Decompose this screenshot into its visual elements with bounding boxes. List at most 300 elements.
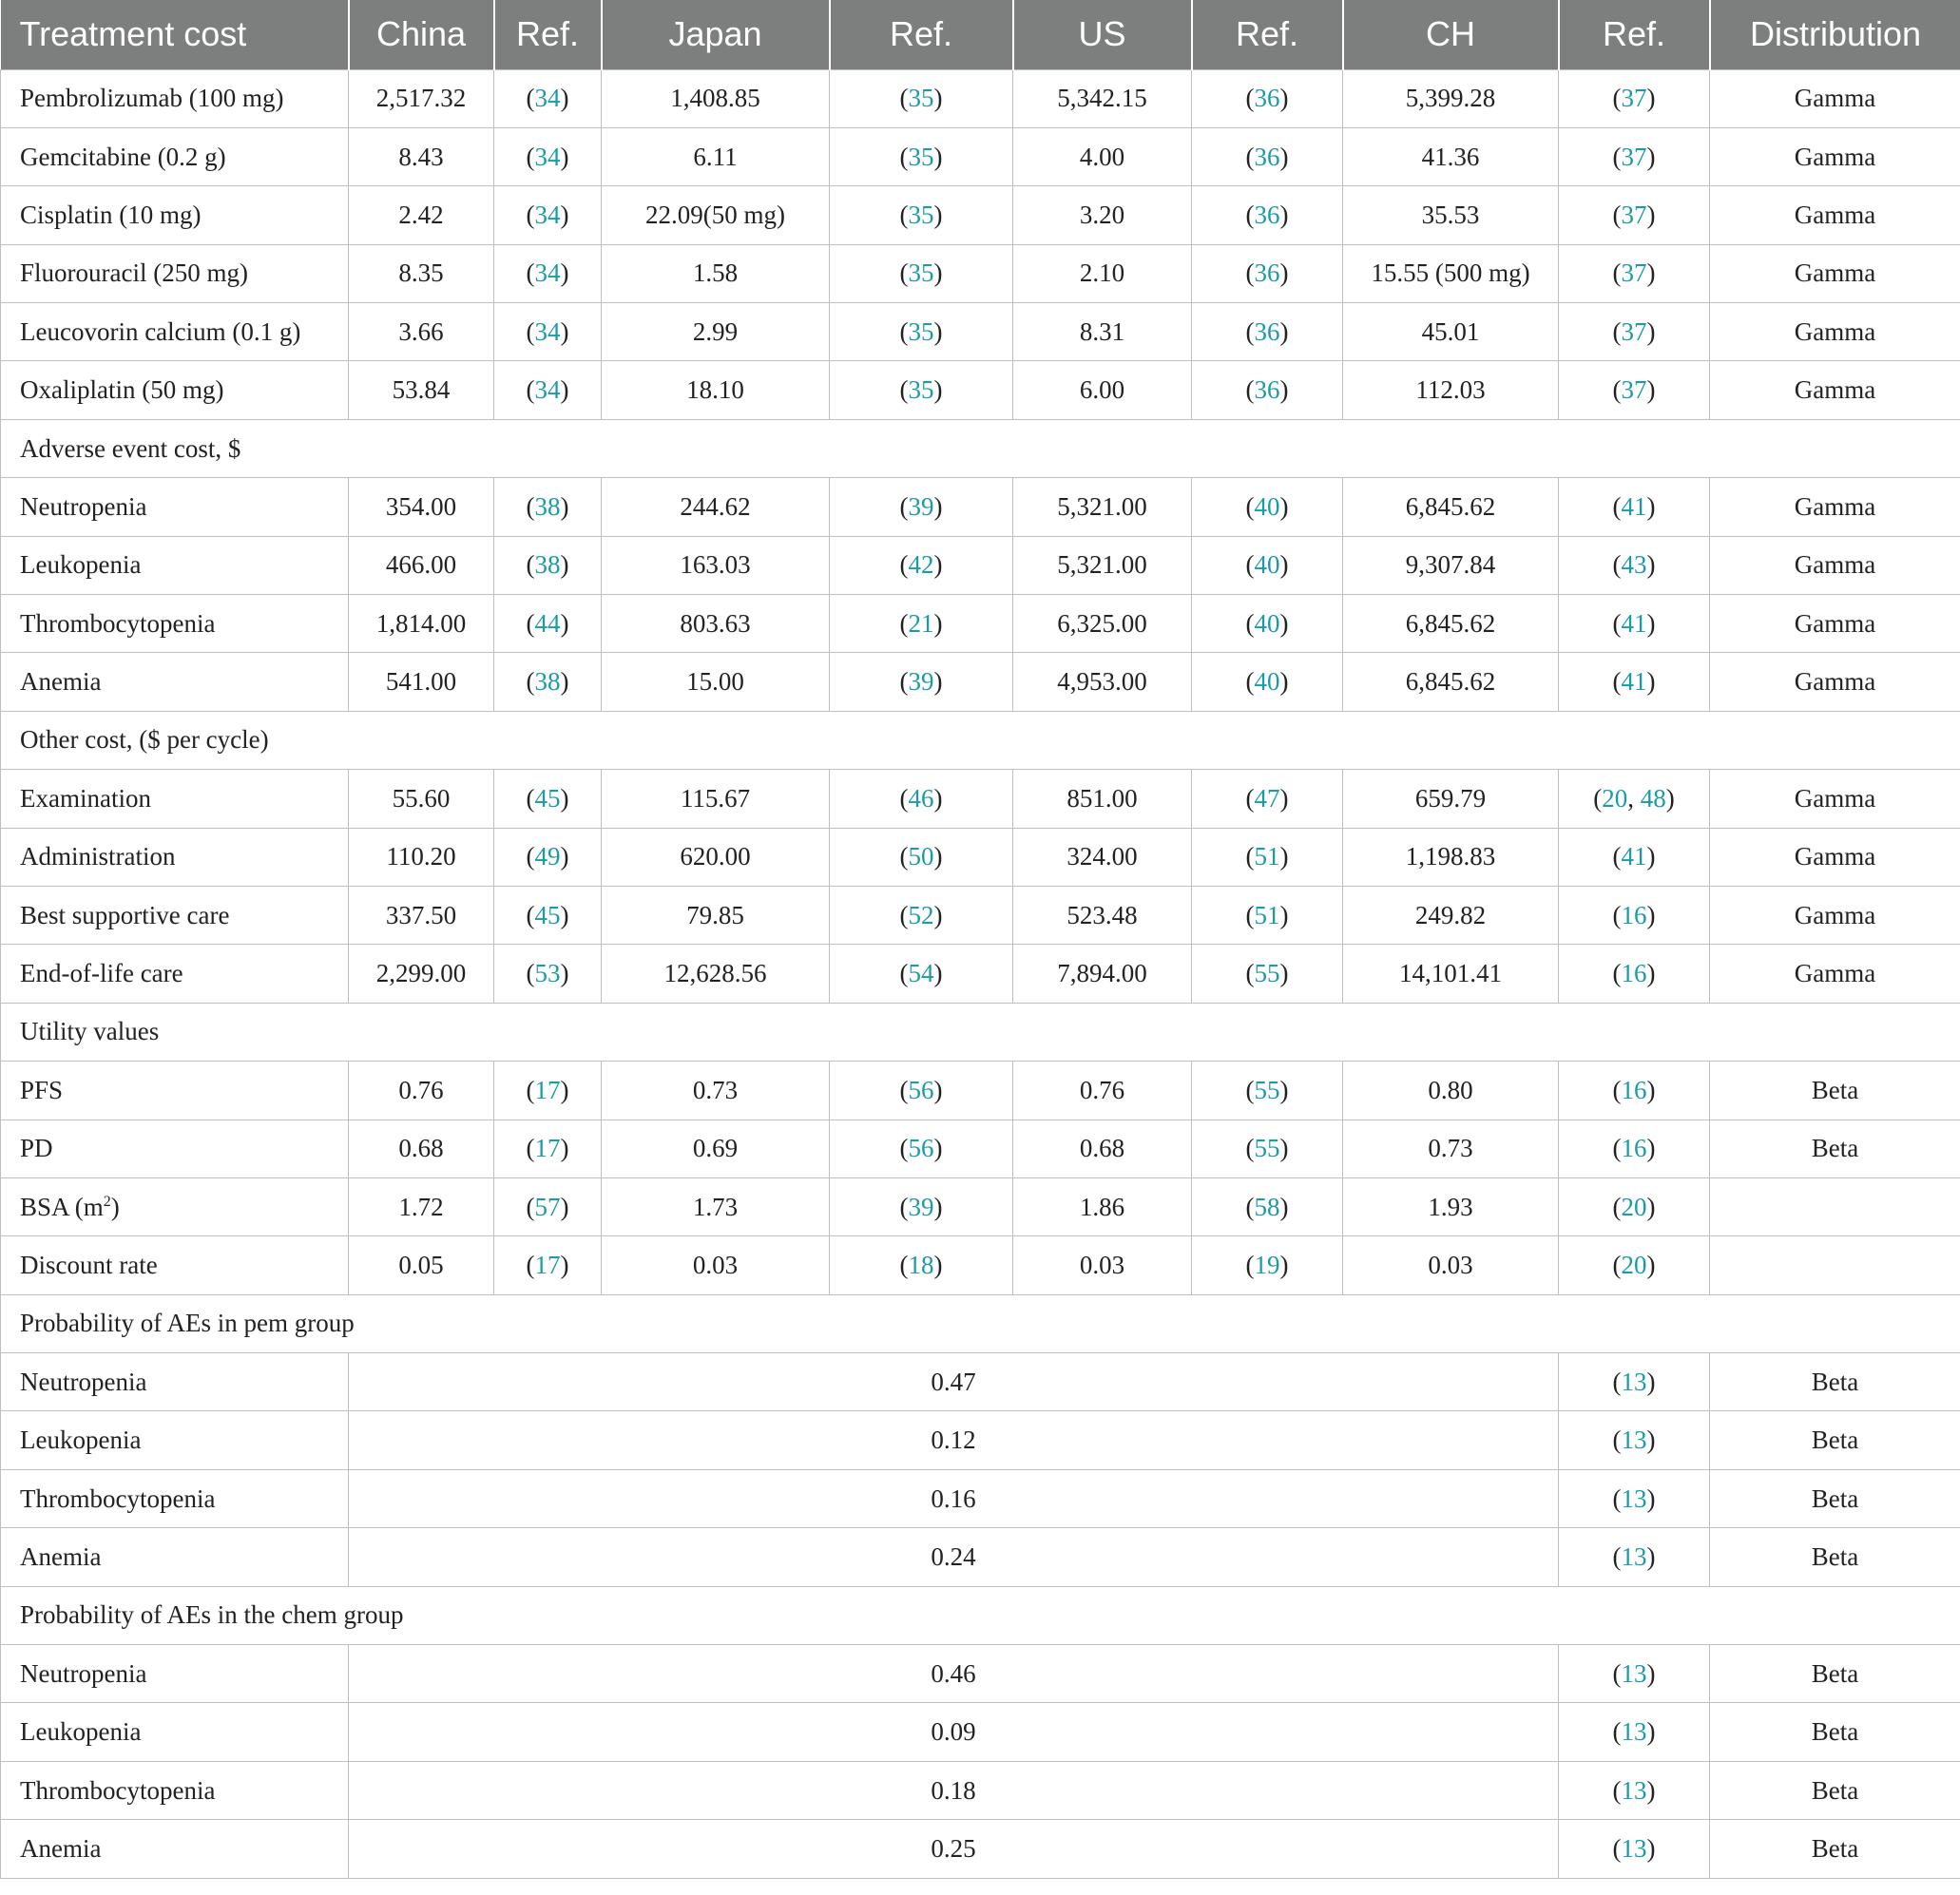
table-row	[1, 1120, 1960, 1177]
ref-link[interactable]: 51	[1254, 842, 1280, 871]
ref-link[interactable]: 36	[1254, 142, 1280, 171]
row-label: Discount rate	[1, 1236, 349, 1294]
table-row	[1, 69, 1960, 127]
cell-china: 2,517.32	[349, 69, 494, 127]
row-label-text: BSA (m	[20, 1192, 104, 1221]
ref-link[interactable]: 49	[534, 842, 561, 871]
ref-link[interactable]: 55	[1254, 1134, 1280, 1163]
cell-ref: (36)	[1192, 69, 1343, 127]
ref-link[interactable]: 13	[1621, 1775, 1647, 1805]
ref-link[interactable]: 40	[1254, 491, 1280, 521]
cell-china: 354.00	[349, 478, 494, 536]
cell-ref: (39)	[830, 1177, 1013, 1235]
cell-ref: (20)	[1559, 1177, 1710, 1235]
cell-ch: 1,198.83	[1343, 828, 1559, 886]
cell-ref: (36)	[1192, 127, 1343, 185]
ref-link[interactable]: 41	[1621, 842, 1647, 871]
cell-ch: 45.01	[1343, 303, 1559, 361]
cell-japan: 620.00	[602, 828, 830, 886]
cell-probability: 0.09	[349, 1703, 1559, 1761]
cell-us: 5,321.00	[1013, 536, 1192, 594]
table-row	[1, 595, 1960, 653]
cell-japan: 0.69	[602, 1120, 830, 1177]
row-label: Leukopenia	[1, 1411, 349, 1469]
ref-link[interactable]: 36	[1254, 316, 1280, 346]
header-ch: CH	[1343, 0, 1559, 69]
ref-link[interactable]: 37	[1621, 142, 1647, 171]
cell-us: 8.31	[1013, 303, 1192, 361]
cell-ref: (56)	[830, 1062, 1013, 1120]
cell-japan: 1.58	[602, 244, 830, 302]
cell-us: 5,321.00	[1013, 478, 1192, 536]
ref-link[interactable]: 36	[1254, 84, 1280, 113]
cell-distribution: Beta	[1710, 1645, 1960, 1703]
table-row	[1, 303, 1960, 361]
ref-link[interactable]: 36	[1254, 200, 1280, 229]
cell-ref: (53)	[494, 945, 602, 1003]
cell-ch: 9,307.84	[1343, 536, 1559, 594]
ref-link[interactable]: 39	[908, 667, 934, 697]
cell-ch: 0.80	[1343, 1062, 1559, 1120]
cell-ref: (13)	[1559, 1645, 1710, 1703]
cell-ref: (16)	[1559, 945, 1710, 1003]
ref-link[interactable]: 13	[1621, 1426, 1647, 1455]
cell-distribution: Gamma	[1710, 127, 1960, 185]
cell-ref: (43)	[1559, 536, 1710, 594]
cell-probability: 0.24	[349, 1528, 1559, 1586]
ref-link[interactable]: 34	[534, 200, 561, 229]
ref-link[interactable]: 40	[1254, 550, 1280, 580]
table-row	[1, 1820, 1960, 1878]
header-treatment-cost: Treatment cost	[1, 0, 349, 69]
ref-link[interactable]: 16	[1621, 900, 1647, 929]
ref-link[interactable]: 39	[908, 1192, 934, 1221]
cell-distribution: Beta	[1710, 1528, 1960, 1586]
cell-ch: 15.55 (500 mg)	[1343, 244, 1559, 302]
cell-ch: 35.53	[1343, 186, 1559, 244]
cell-ch: 0.03	[1343, 1236, 1559, 1294]
section-title: Utility values	[1, 1003, 1960, 1061]
ref-link[interactable]: 37	[1621, 258, 1647, 288]
ref-link[interactable]: 13	[1621, 1833, 1647, 1863]
cell-ref: (55)	[1192, 945, 1343, 1003]
ref-link[interactable]: 56	[908, 1134, 934, 1163]
header-row	[1, 0, 1960, 69]
cell-ch: 1.93	[1343, 1177, 1559, 1235]
cell-china: 0.68	[349, 1120, 494, 1177]
ref-link[interactable]: 34	[534, 375, 561, 405]
cell-china: 0.05	[349, 1236, 494, 1294]
row-label	[1, 1177, 349, 1235]
ref-link[interactable]: 34	[534, 258, 561, 288]
cell-ref: (20)	[1559, 1236, 1710, 1294]
ref-link[interactable]: 45	[534, 783, 561, 813]
ref-link[interactable]: 16	[1621, 959, 1647, 988]
cell-china: 1,814.00	[349, 595, 494, 653]
cell-us: 7,894.00	[1013, 945, 1192, 1003]
cell-us: 523.48	[1013, 886, 1192, 944]
ref-link[interactable]: 35	[908, 200, 934, 229]
cell-distribution: Beta	[1710, 1820, 1960, 1878]
cell-us: 851.00	[1013, 770, 1192, 828]
table-row	[1, 536, 1960, 594]
ref-link[interactable]: 48	[1640, 783, 1666, 813]
ref-link[interactable]: 21	[908, 608, 934, 638]
cell-ref: (37)	[1559, 186, 1710, 244]
cell-ref: (35)	[830, 186, 1013, 244]
cell-ch: 6,845.62	[1343, 653, 1559, 711]
cell-china: 2.42	[349, 186, 494, 244]
ref-link[interactable]: 52	[908, 900, 934, 929]
table-row	[1, 828, 1960, 886]
ref-link[interactable]: 41	[1621, 491, 1647, 521]
cell-china: 337.50	[349, 886, 494, 944]
row-label: Anemia	[1, 1528, 349, 1586]
cell-japan: 22.09(50 mg)	[602, 186, 830, 244]
cell-ref: (46)	[830, 770, 1013, 828]
cell-ref: (16)	[1559, 1120, 1710, 1177]
ref-link[interactable]: 34	[534, 84, 561, 113]
cell-ref: (37)	[1559, 244, 1710, 302]
cell-china: 53.84	[349, 361, 494, 419]
table-row	[1, 1645, 1960, 1703]
cell-ref: (52)	[830, 886, 1013, 944]
cell-probability: 0.47	[349, 1353, 1559, 1411]
ref-link[interactable]: 40	[1254, 608, 1280, 638]
section-title: Other cost, ($ per cycle)	[1, 711, 1960, 769]
ref-link[interactable]: 37	[1621, 316, 1647, 346]
ref-link[interactable]: 46	[908, 783, 934, 813]
cell-ref: (13)	[1559, 1469, 1710, 1527]
cell-ref: (36)	[1192, 244, 1343, 302]
cell-japan: 0.03	[602, 1236, 830, 1294]
cell-ref: (40)	[1192, 478, 1343, 536]
section-row	[1, 711, 1960, 769]
cell-us: 6.00	[1013, 361, 1192, 419]
ref-link[interactable]: 51	[1254, 900, 1280, 929]
ref-link[interactable]: 37	[1621, 200, 1647, 229]
ref-link[interactable]: 17	[534, 1134, 561, 1163]
ref-link[interactable]: 41	[1621, 667, 1647, 697]
row-label: PD	[1, 1120, 349, 1177]
cell-ref: (58)	[1192, 1177, 1343, 1235]
cell-ch: 112.03	[1343, 361, 1559, 419]
cell-ref: (50)	[830, 828, 1013, 886]
cell-ref: (40)	[1192, 595, 1343, 653]
ref-link[interactable]: 58	[1254, 1192, 1280, 1221]
ref-link[interactable]: 45	[534, 900, 561, 929]
cell-probability: 0.12	[349, 1411, 1559, 1469]
table-row	[1, 886, 1960, 944]
row-label: Examination	[1, 770, 349, 828]
cell-ref: (51)	[1192, 886, 1343, 944]
ref-link[interactable]: 42	[908, 550, 934, 580]
cell-ref: (13)	[1559, 1411, 1710, 1469]
cell-japan: 79.85	[602, 886, 830, 944]
cell-distribution: Beta	[1710, 1469, 1960, 1527]
ref-link[interactable]: 38	[534, 550, 561, 580]
cell-ref: (41)	[1559, 595, 1710, 653]
cell-china: 2,299.00	[349, 945, 494, 1003]
cell-ref: (34)	[494, 361, 602, 419]
table-row	[1, 1353, 1960, 1411]
ref-link[interactable]: 40	[1254, 667, 1280, 697]
header-china: China	[349, 0, 494, 69]
ref-link[interactable]: 57	[534, 1192, 561, 1221]
row-label: Leukopenia	[1, 1703, 349, 1761]
cell-distribution	[1710, 1177, 1960, 1235]
cell-us: 0.68	[1013, 1120, 1192, 1177]
cell-ref: (38)	[494, 536, 602, 594]
row-label: Pembrolizumab (100 mg)	[1, 69, 349, 127]
row-label: Anemia	[1, 1820, 349, 1878]
section-row	[1, 1003, 1960, 1061]
section-row	[1, 1586, 1960, 1644]
cell-ref: (17)	[494, 1062, 602, 1120]
header-ref: Ref.	[1192, 0, 1343, 69]
cell-distribution: Gamma	[1710, 653, 1960, 711]
ref-link[interactable]: 16	[1621, 1134, 1647, 1163]
cell-ref: (41)	[1559, 828, 1710, 886]
cell-ref: (41)	[1559, 478, 1710, 536]
cell-ref: (34)	[494, 69, 602, 127]
cell-china: 3.66	[349, 303, 494, 361]
cell-ch: 6,845.62	[1343, 595, 1559, 653]
ref-link[interactable]: 13	[1621, 1483, 1647, 1513]
cell-probability: 0.25	[349, 1820, 1559, 1878]
row-label: Neutropenia	[1, 1645, 349, 1703]
cell-distribution: Gamma	[1710, 886, 1960, 944]
cell-us: 6,325.00	[1013, 595, 1192, 653]
cell-distribution: Gamma	[1710, 303, 1960, 361]
cell-ref: (40)	[1192, 536, 1343, 594]
table-row	[1, 1062, 1960, 1120]
ref-link[interactable]: 13	[1621, 1367, 1647, 1396]
table-row	[1, 244, 1960, 302]
cell-ref: (34)	[494, 303, 602, 361]
ref-link[interactable]: 37	[1621, 84, 1647, 113]
ref-link[interactable]: 50	[908, 842, 934, 871]
ref-link[interactable]: 35	[908, 375, 934, 405]
cell-ch: 659.79	[1343, 770, 1559, 828]
cell-japan: 15.00	[602, 653, 830, 711]
ref-link[interactable]: 17	[534, 1075, 561, 1104]
cell-us: 0.03	[1013, 1236, 1192, 1294]
table-row	[1, 945, 1960, 1003]
row-label: Administration	[1, 828, 349, 886]
cell-ref: (13)	[1559, 1353, 1710, 1411]
cell-china: 110.20	[349, 828, 494, 886]
cell-distribution: Gamma	[1710, 244, 1960, 302]
cell-ref: (39)	[830, 478, 1013, 536]
cell-distribution: Beta	[1710, 1761, 1960, 1819]
cell-ref: (19)	[1192, 1236, 1343, 1294]
cell-ref: (54)	[830, 945, 1013, 1003]
cell-japan: 1.73	[602, 1177, 830, 1235]
cell-ref: (35)	[830, 361, 1013, 419]
cell-ref: (57)	[494, 1177, 602, 1235]
cell-ref: (13)	[1559, 1703, 1710, 1761]
ref-link[interactable]: 34	[534, 316, 561, 346]
cell-ref: (35)	[830, 303, 1013, 361]
cell-china: 8.35	[349, 244, 494, 302]
ref-link[interactable]: 16	[1621, 1075, 1647, 1104]
cell-distribution: Gamma	[1710, 69, 1960, 127]
ref-link[interactable]: 43	[1621, 550, 1647, 580]
ref-link[interactable]: 37	[1621, 375, 1647, 405]
cell-distribution: Gamma	[1710, 186, 1960, 244]
cell-us: 4.00	[1013, 127, 1192, 185]
row-label: Neutropenia	[1, 478, 349, 536]
table-row	[1, 1469, 1960, 1527]
cell-us: 4,953.00	[1013, 653, 1192, 711]
header-japan: Japan	[602, 0, 830, 69]
cell-ref: (35)	[830, 69, 1013, 127]
cell-probability: 0.16	[349, 1469, 1559, 1527]
ref-link[interactable]: 54	[908, 959, 934, 988]
table-row	[1, 1411, 1960, 1469]
cell-ref: (38)	[494, 653, 602, 711]
cell-ref: (41)	[1559, 653, 1710, 711]
cell-japan: 163.03	[602, 536, 830, 594]
ref-link[interactable]: 55	[1254, 1075, 1280, 1104]
section-title: Probability of AEs in pem group	[1, 1294, 1960, 1352]
cell-probability: 0.46	[349, 1645, 1559, 1703]
cell-ref: (37)	[1559, 69, 1710, 127]
ref-link[interactable]: 19	[1254, 1251, 1280, 1279]
cell-ref: (49)	[494, 828, 602, 886]
cell-japan: 1,408.85	[602, 69, 830, 127]
cell-us: 1.86	[1013, 1177, 1192, 1235]
cell-ref: (38)	[494, 478, 602, 536]
table-row	[1, 1528, 1960, 1586]
cell-distribution: Beta	[1710, 1062, 1960, 1120]
cell-distribution: Gamma	[1710, 770, 1960, 828]
row-label: Leucovorin calcium (0.1 g)	[1, 303, 349, 361]
table-row	[1, 478, 1960, 536]
cell-ch: 0.73	[1343, 1120, 1559, 1177]
cell-ref: (55)	[1192, 1120, 1343, 1177]
ref-link[interactable]: 35	[908, 316, 934, 346]
cell-ref: (37)	[1559, 303, 1710, 361]
ref-link[interactable]: 47	[1254, 783, 1280, 813]
row-label: Neutropenia	[1, 1353, 349, 1411]
cell-ref: (56)	[830, 1120, 1013, 1177]
cell-ref: (18)	[830, 1236, 1013, 1294]
row-label: Best supportive care	[1, 886, 349, 944]
ref-link[interactable]: 55	[1254, 959, 1280, 988]
cell-us: 2.10	[1013, 244, 1192, 302]
cell-china: 466.00	[349, 536, 494, 594]
ref-link[interactable]: 20	[1602, 783, 1628, 813]
row-label: Thrombocytopenia	[1, 1761, 349, 1819]
cell-japan: 115.67	[602, 770, 830, 828]
header-ref: Ref.	[1559, 0, 1710, 69]
ref-link[interactable]: 13	[1621, 1717, 1647, 1747]
row-label: Gemcitabine (0.2 g)	[1, 127, 349, 185]
cell-ch: 5,399.28	[1343, 69, 1559, 127]
cell-ch: 14,101.41	[1343, 945, 1559, 1003]
ref-link[interactable]: 13	[1621, 1658, 1647, 1688]
table-row	[1, 1703, 1960, 1761]
cell-distribution: Beta	[1710, 1703, 1960, 1761]
cell-ref: (16)	[1559, 1062, 1710, 1120]
row-label: Anemia	[1, 653, 349, 711]
cell-ref: (13)	[1559, 1528, 1710, 1586]
ref-link[interactable]: 17	[534, 1251, 561, 1279]
cell-distribution: Beta	[1710, 1411, 1960, 1469]
ref-link[interactable]: 18	[908, 1251, 934, 1279]
section-title: Adverse event cost, $	[1, 419, 1960, 477]
cell-ref: (44)	[494, 595, 602, 653]
table-row	[1, 1177, 1960, 1235]
cell-japan: 803.63	[602, 595, 830, 653]
ref-link[interactable]: 38	[534, 667, 561, 697]
ref-link[interactable]: 13	[1621, 1541, 1647, 1571]
cell-china: 541.00	[349, 653, 494, 711]
table-row	[1, 1761, 1960, 1819]
section-row	[1, 419, 1960, 477]
cell-ref: (42)	[830, 536, 1013, 594]
cell-china: 55.60	[349, 770, 494, 828]
ref-link[interactable]: 38	[534, 491, 561, 521]
cell-ref: (40)	[1192, 653, 1343, 711]
row-label: Oxaliplatin (50 mg)	[1, 361, 349, 419]
cell-ref: (34)	[494, 127, 602, 185]
ref-link[interactable]: 34	[534, 142, 561, 171]
ref-link[interactable]: 35	[908, 258, 934, 288]
cell-ref: (21)	[830, 595, 1013, 653]
cell-distribution: Gamma	[1710, 945, 1960, 1003]
ref-link[interactable]: 56	[908, 1075, 934, 1104]
cell-japan: 2.99	[602, 303, 830, 361]
ref-link[interactable]: 36	[1254, 375, 1280, 405]
row-label: PFS	[1, 1062, 349, 1120]
cell-us: 5,342.15	[1013, 69, 1192, 127]
cell-us: 0.76	[1013, 1062, 1192, 1120]
ref-link[interactable]: 44	[534, 608, 561, 638]
cell-ref: (35)	[830, 127, 1013, 185]
ref-link[interactable]: 39	[908, 491, 934, 521]
cell-us: 324.00	[1013, 828, 1192, 886]
cell-china: 1.72	[349, 1177, 494, 1235]
ref-link[interactable]: 36	[1254, 258, 1280, 288]
ref-link[interactable]: 53	[534, 959, 561, 988]
table-row	[1, 127, 1960, 185]
cell-ref: (34)	[494, 186, 602, 244]
table-row	[1, 770, 1960, 828]
cell-ref: (37)	[1559, 361, 1710, 419]
ref-link[interactable]: 35	[908, 84, 934, 113]
ref-link[interactable]: 41	[1621, 608, 1647, 638]
cell-ref: (36)	[1192, 186, 1343, 244]
cell-distribution: Gamma	[1710, 478, 1960, 536]
cell-ref: (13)	[1559, 1820, 1710, 1878]
cell-japan: 12,628.56	[602, 945, 830, 1003]
cell-distribution: Gamma	[1710, 595, 1960, 653]
cell-distribution: Gamma	[1710, 361, 1960, 419]
cell-ref: (17)	[494, 1236, 602, 1294]
table-row	[1, 653, 1960, 711]
cell-distribution: Beta	[1710, 1353, 1960, 1411]
cell-probability: 0.18	[349, 1761, 1559, 1819]
ref-link[interactable]: 35	[908, 142, 934, 171]
row-label: Cisplatin (10 mg)	[1, 186, 349, 244]
ref-link[interactable]: 20	[1621, 1251, 1647, 1279]
ref-link[interactable]: 20	[1621, 1192, 1647, 1221]
cell-ref: (20, 48)	[1559, 770, 1710, 828]
cell-china: 0.76	[349, 1062, 494, 1120]
